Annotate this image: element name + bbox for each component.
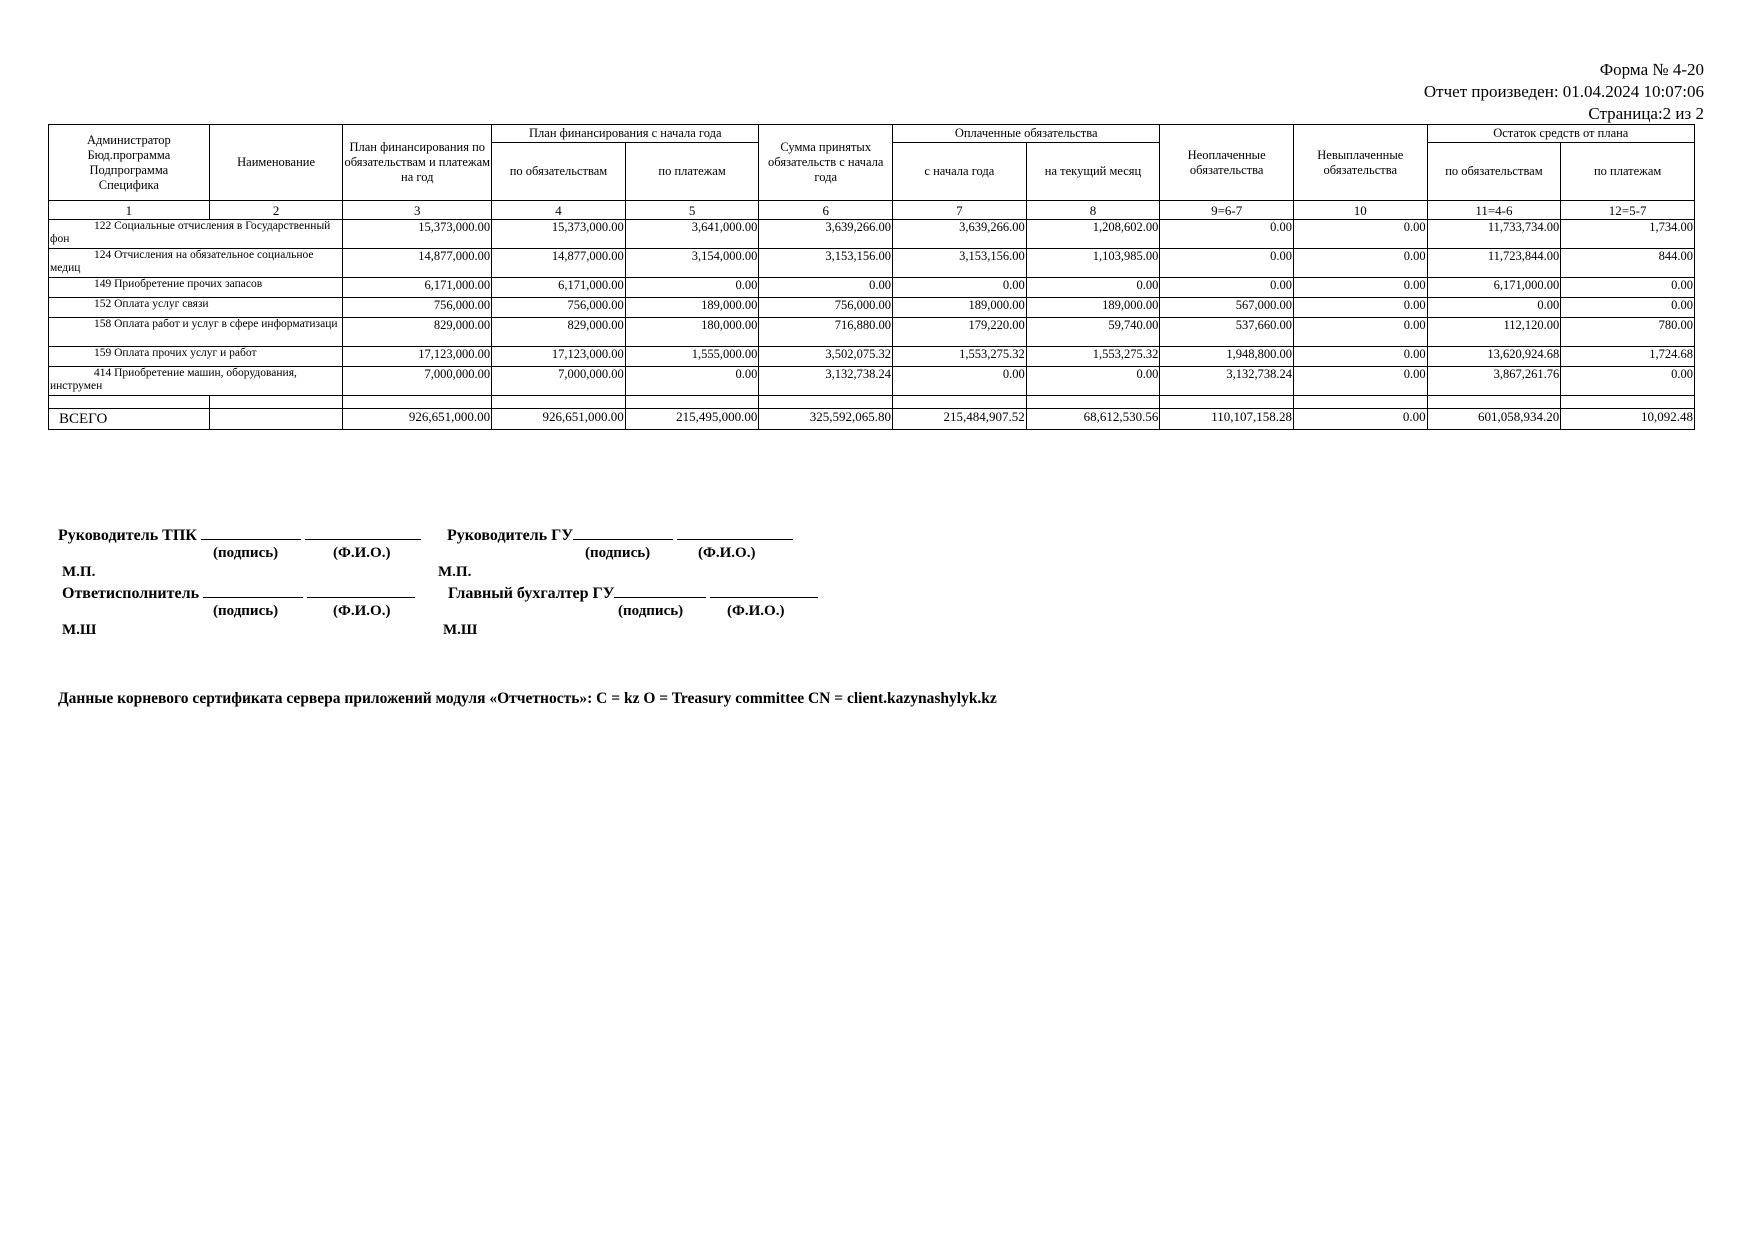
table-row (49, 318, 1695, 347)
row-name: 152 Оплата услуг связи (49, 298, 343, 318)
row-value: 0.00 (1026, 367, 1160, 396)
row-value: 0.00 (1293, 249, 1427, 278)
total-label: ВСЕГО (49, 409, 210, 430)
empty-cell (343, 396, 492, 409)
header-paid: Оплаченные обязательства (893, 125, 1160, 143)
column-number: 2 (209, 201, 343, 220)
empty-cell (209, 396, 343, 409)
fio-caption: (Ф.И.О.) (333, 545, 391, 561)
table-row (49, 278, 1695, 298)
total-value: 0.00 (1293, 409, 1427, 430)
row-value: 0.00 (1561, 278, 1695, 298)
row-value: 6,171,000.00 (1427, 278, 1561, 298)
signature-caption: (подпись) (585, 545, 651, 561)
header-remaining: Остаток средств от плана (1427, 125, 1694, 143)
empty-cell (1160, 396, 1294, 409)
row-value: 6,171,000.00 (492, 278, 626, 298)
row-value: 15,373,000.00 (343, 220, 492, 249)
row-name: 149 Приобретение прочих запасов (49, 278, 343, 298)
row-value: 0.00 (893, 278, 1027, 298)
header-sum-accepted: Сумма принятых обязательств с начала года (759, 125, 893, 201)
fio-caption: (Ф.И.О.) (333, 603, 391, 619)
row-value: 17,123,000.00 (492, 347, 626, 367)
empty-cell (1026, 396, 1160, 409)
row-value: 3,153,156.00 (759, 249, 893, 278)
signature-caption: (подпись) (213, 545, 279, 561)
row-value: 6,171,000.00 (343, 278, 492, 298)
row-value: 11,733,734.00 (1427, 220, 1561, 249)
column-number: 6 (759, 201, 893, 220)
row-value: 0.00 (1561, 298, 1695, 318)
row-name: 159 Оплата прочих услуг и работ (49, 347, 343, 367)
row-value: 716,880.00 (759, 318, 893, 347)
header-plan-payments: по платежам (625, 143, 759, 201)
row-value: 0.00 (1293, 220, 1427, 249)
column-number: 1 (49, 201, 210, 220)
row-value: 756,000.00 (759, 298, 893, 318)
table-row (49, 220, 1695, 249)
total-value: 601,058,934.20 (1427, 409, 1561, 430)
column-number: 11=4-6 (1427, 201, 1561, 220)
total-value: 110,107,158.28 (1160, 409, 1294, 430)
seal-place: М.Ш (443, 622, 478, 638)
row-value: 11,723,844.00 (1427, 249, 1561, 278)
column-number: 3 (343, 201, 492, 220)
header-remaining-payments: по платежам (1561, 143, 1695, 201)
row-value: 189,000.00 (625, 298, 759, 318)
head-gu-label: Руководитель ГУ (447, 525, 793, 545)
row-value: 3,641,000.00 (625, 220, 759, 249)
row-value: 537,660.00 (1160, 318, 1294, 347)
seal-place: М.Ш (62, 622, 97, 638)
row-value: 0.00 (1293, 278, 1427, 298)
header-paid-current-month: на текущий месяц (1026, 143, 1160, 201)
row-value: 0.00 (1293, 367, 1427, 396)
fio-caption: (Ф.И.О.) (698, 545, 756, 561)
executor-label: Ответисполнитель (62, 583, 415, 603)
row-value: 3,867,261.76 (1427, 367, 1561, 396)
empty-cell (492, 396, 626, 409)
budget-report-table (48, 124, 1695, 430)
row-value: 17,123,000.00 (343, 347, 492, 367)
row-value: 0.00 (625, 367, 759, 396)
row-value: 756,000.00 (343, 298, 492, 318)
signature-caption: (подпись) (213, 603, 279, 619)
header-name: Наименование (209, 125, 343, 201)
row-value: 179,220.00 (893, 318, 1027, 347)
table-row (49, 298, 1695, 318)
row-value: 14,877,000.00 (343, 249, 492, 278)
row-name: 124 Отчисления на обязательное социальное медиц (49, 249, 343, 278)
table-row (49, 249, 1695, 278)
row-value: 0.00 (893, 367, 1027, 396)
row-value: 829,000.00 (492, 318, 626, 347)
row-value: 3,639,266.00 (893, 220, 1027, 249)
row-value: 1,555,000.00 (625, 347, 759, 367)
row-value: 1,208,602.00 (1026, 220, 1160, 249)
certificate-info: Данные корневого сертификата сервера приложений модуля «Отчетность»: C = kz O = Treasury committee CN = client.kazynashylyk.kz (58, 690, 997, 707)
header-remaining-obligations: по обязательствам (1427, 143, 1561, 201)
page-indicator: Страница:2 из 2 (1588, 104, 1704, 123)
row-value: 0.00 (759, 278, 893, 298)
row-value: 0.00 (1160, 220, 1294, 249)
row-value: 7,000,000.00 (492, 367, 626, 396)
column-number: 7 (893, 201, 1027, 220)
row-value: 112,120.00 (1427, 318, 1561, 347)
row-value: 1,734.00 (1561, 220, 1695, 249)
table-row (49, 347, 1695, 367)
column-number: 10 (1293, 201, 1427, 220)
row-value: 13,620,924.68 (1427, 347, 1561, 367)
row-name: 122 Социальные отчисления в Государственный фон (49, 220, 343, 249)
row-value: 1,724.68 (1561, 347, 1695, 367)
stamp-place: М.П. (438, 564, 472, 580)
row-value: 844.00 (1561, 249, 1695, 278)
row-value: 0.00 (1561, 367, 1695, 396)
total-value: 215,484,907.52 (893, 409, 1027, 430)
head-tpk-label: Руководитель ТПК (58, 525, 421, 545)
row-value: 14,877,000.00 (492, 249, 626, 278)
row-value: 189,000.00 (1026, 298, 1160, 318)
row-value: 0.00 (625, 278, 759, 298)
total-value: 926,651,000.00 (492, 409, 626, 430)
total-value: 10,092.48 (1561, 409, 1695, 430)
empty-cell (893, 396, 1027, 409)
row-value: 15,373,000.00 (492, 220, 626, 249)
header-plan-obligations: по обязательствам (492, 143, 626, 201)
column-number: 12=5-7 (1561, 201, 1695, 220)
row-value: 780.00 (1561, 318, 1695, 347)
row-value: 59,740.00 (1026, 318, 1160, 347)
column-number: 8 (1026, 201, 1160, 220)
stamp-place: М.П. (62, 564, 96, 580)
row-value: 756,000.00 (492, 298, 626, 318)
total-value: 926,651,000.00 (343, 409, 492, 430)
row-value: 7,000,000.00 (343, 367, 492, 396)
header-plan-year: План финансирования по обязательствам и платежам на год (343, 125, 492, 201)
empty-cell (1427, 396, 1561, 409)
fio-caption: (Ф.И.О.) (727, 603, 785, 619)
row-value: 0.00 (1293, 318, 1427, 347)
empty-cell (625, 396, 759, 409)
row-value: 3,639,266.00 (759, 220, 893, 249)
row-value: 3,154,000.00 (625, 249, 759, 278)
row-value: 1,553,275.32 (893, 347, 1027, 367)
row-name: 158 Оплата работ и услуг в сфере информатизаци (49, 318, 343, 347)
column-number: 5 (625, 201, 759, 220)
total-value: 215,495,000.00 (625, 409, 759, 430)
header-not-paid-out: Невыплаченные обязательства (1293, 125, 1427, 201)
row-value: 1,553,275.32 (1026, 347, 1160, 367)
row-value: 0.00 (1160, 249, 1294, 278)
column-numbers-row (49, 201, 1695, 220)
total-row (49, 409, 1695, 430)
column-number: 4 (492, 201, 626, 220)
row-value: 0.00 (1293, 298, 1427, 318)
total-name-cell (209, 409, 343, 430)
row-value: 3,132,738.24 (1160, 367, 1294, 396)
empty-row (49, 396, 1695, 409)
form-number: Форма № 4-20 (1599, 60, 1704, 79)
row-value: 3,153,156.00 (893, 249, 1027, 278)
header-paid-from-start: с начала года (893, 143, 1027, 201)
row-value: 3,132,738.24 (759, 367, 893, 396)
row-value: 1,948,800.00 (1160, 347, 1294, 367)
table-row (49, 367, 1695, 396)
row-value: 567,000.00 (1160, 298, 1294, 318)
row-value: 180,000.00 (625, 318, 759, 347)
column-number: 9=6-7 (1160, 201, 1294, 220)
empty-cell (49, 396, 210, 409)
total-value: 325,592,065.80 (759, 409, 893, 430)
row-value: 0.00 (1427, 298, 1561, 318)
row-value: 0.00 (1293, 347, 1427, 367)
total-value: 68,612,530.56 (1026, 409, 1160, 430)
empty-cell (1293, 396, 1427, 409)
row-value: 0.00 (1026, 278, 1160, 298)
header-unpaid: Неоплаченные обязательства (1160, 125, 1294, 201)
chief-accountant-label: Главный бухгалтер ГУ (448, 583, 818, 603)
header-admin: Администратор Бюд.программа Подпрограмма Специфика (49, 125, 210, 201)
row-value: 189,000.00 (893, 298, 1027, 318)
row-value: 3,502,075.32 (759, 347, 893, 367)
row-value: 829,000.00 (343, 318, 492, 347)
row-value: 1,103,985.00 (1026, 249, 1160, 278)
empty-cell (1561, 396, 1695, 409)
header-plan-from-start: План финансирования с начала года (492, 125, 759, 143)
report-timestamp: Отчет произведен: 01.04.2024 10:07:06 (1423, 82, 1704, 101)
signature-caption: (подпись) (618, 603, 684, 619)
empty-cell (759, 396, 893, 409)
row-name: 414 Приобретение машин, оборудования, инструмен (49, 367, 343, 396)
row-value: 0.00 (1160, 278, 1294, 298)
